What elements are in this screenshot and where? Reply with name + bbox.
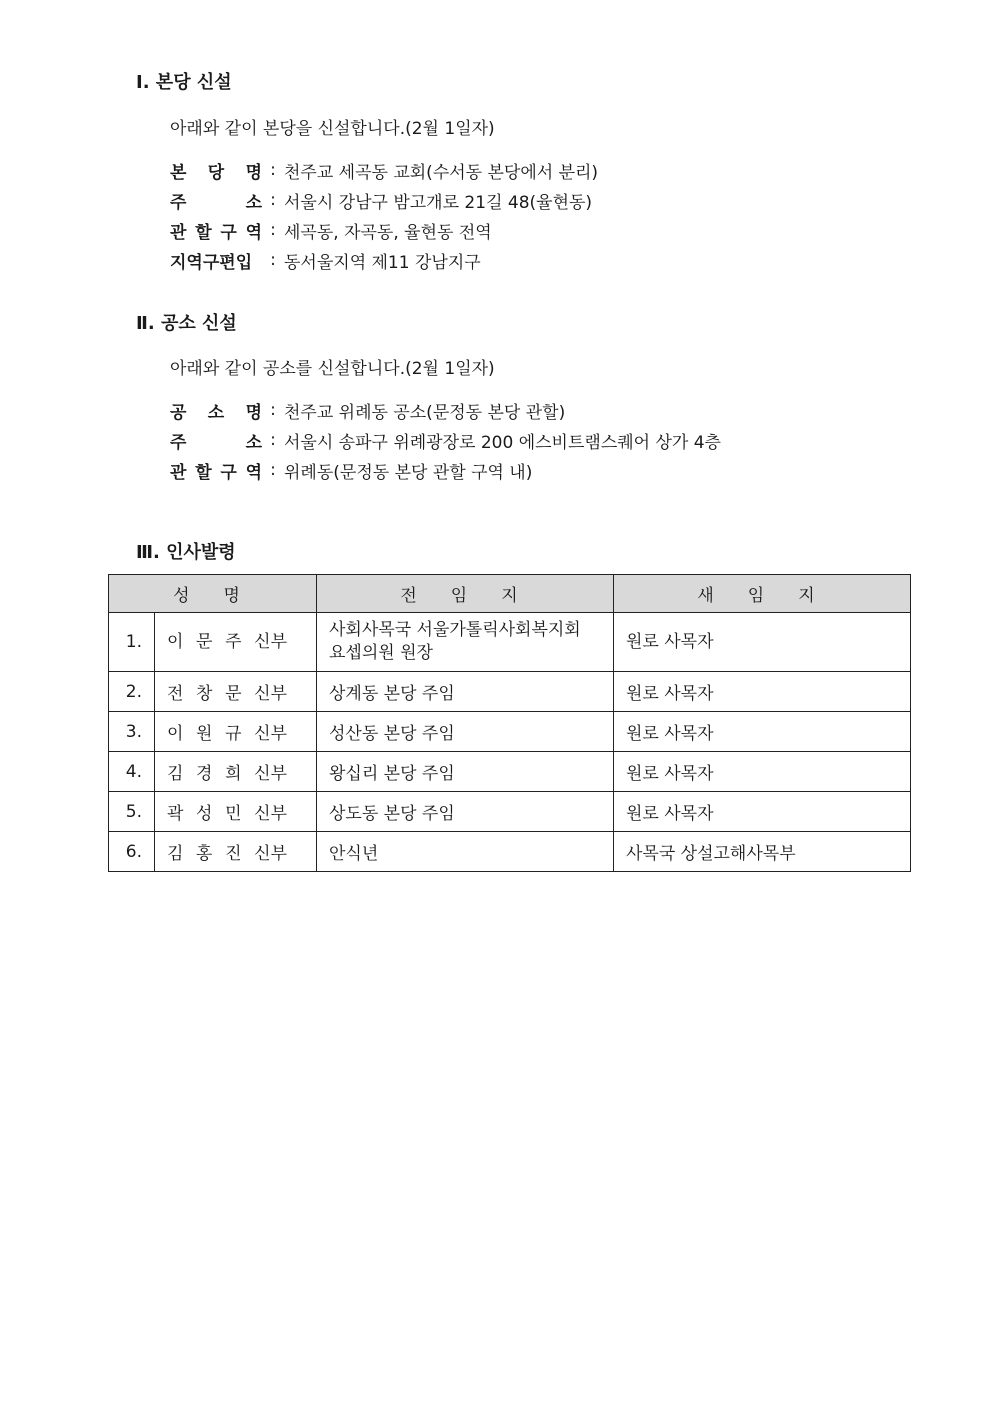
new-post: 사목국 상설고해사목부: [614, 832, 911, 872]
section-title-2: Ⅱ. 공소 신설: [136, 313, 237, 334]
row-number: 1.: [109, 613, 155, 672]
info-label: 공 소 명: [170, 402, 262, 423]
previous-post: 안식년: [317, 832, 614, 872]
header-name: 성명: [109, 575, 317, 613]
person-name: 이 문 주 신부: [155, 613, 317, 672]
previous-post: 사회사목국 서울가톨릭사회복지회 요셉의원 원장: [317, 613, 614, 672]
info-row: 관 할 구 역 : 세곡동, 자곡동, 율현동 전역: [170, 217, 492, 243]
table-row: [109, 613, 911, 672]
info-row: 관 할 구 역 : 위례동(문정동 본당 관할 구역 내): [170, 457, 532, 483]
person-name: 김 경 희 신부: [155, 752, 317, 792]
person-name: 이 원 규 신부: [155, 712, 317, 752]
section-intro-2: 아래와 같이 공소를 신설합니다.(2월 1일자): [170, 359, 495, 379]
info-label: 본 당 명: [170, 162, 262, 183]
info-row: 공 소 명 : 천주교 위례동 공소(문정동 본당 관할): [170, 397, 565, 423]
personnel-table: [108, 574, 911, 872]
section-title-3: Ⅲ. 인사발령: [136, 542, 236, 563]
table-header-row: [109, 575, 911, 613]
header-previous: 전임지: [317, 575, 614, 613]
person-name: 전 창 문 신부: [155, 672, 317, 712]
info-label: 관 할 구 역: [170, 462, 262, 483]
info-value: 천주교 위례동 공소(문정동 본당 관할): [284, 402, 566, 423]
info-label: 주 소: [170, 192, 262, 213]
info-label: 주 소: [170, 432, 262, 453]
row-number: 4.: [109, 752, 155, 792]
row-number: 5.: [109, 792, 155, 832]
new-post: 원로 사목자: [614, 752, 911, 792]
previous-post: 성산동 본당 주임: [317, 712, 614, 752]
row-number: 6.: [109, 832, 155, 872]
header-new: 새임지: [614, 575, 911, 613]
info-row: 주 소 : 서울시 강남구 밤고개로 21길 48(율현동): [170, 187, 592, 213]
new-post: 원로 사목자: [614, 672, 911, 712]
info-value: 서울시 송파구 위례광장로 200 에스비트램스퀘어 상가 4층: [284, 432, 721, 453]
person-name: 김 홍 진 신부: [155, 832, 317, 872]
new-post: 원로 사목자: [614, 712, 911, 752]
previous-post: 상도동 본당 주임: [317, 792, 614, 832]
row-number: 3.: [109, 712, 155, 752]
table-row: [109, 792, 911, 832]
info-label: 지역구편입: [170, 252, 253, 273]
info-value: 천주교 세곡동 교회(수서동 본당에서 분리): [284, 162, 599, 183]
info-value: 동서울지역 제11 강남지구: [284, 252, 481, 273]
info-row: 주 소 : 서울시 송파구 위례광장로 200 에스비트램스퀘어 상가 4층: [170, 427, 721, 453]
previous-post: 상계동 본당 주임: [317, 672, 614, 712]
table-row: [109, 832, 911, 872]
previous-post: 왕십리 본당 주임: [317, 752, 614, 792]
table-row: [109, 712, 911, 752]
info-label: 관 할 구 역: [170, 222, 262, 243]
row-number: 2.: [109, 672, 155, 712]
info-row: 본 당 명 : 천주교 세곡동 교회(수서동 본당에서 분리): [170, 157, 598, 183]
new-post: 원로 사목자: [614, 613, 911, 672]
person-name: 곽 성 민 신부: [155, 792, 317, 832]
table-row: [109, 672, 911, 712]
section-intro-1: 아래와 같이 본당을 신설합니다.(2월 1일자): [170, 119, 495, 139]
info-row: 지역구편입 : 동서울지역 제11 강남지구: [170, 247, 481, 273]
section-title-1: Ⅰ. 본당 신설: [136, 72, 232, 93]
new-post: 원로 사목자: [614, 792, 911, 832]
table-row: [109, 752, 911, 792]
info-value: 세곡동, 자곡동, 율현동 전역: [284, 222, 492, 243]
info-value: 위례동(문정동 본당 관할 구역 내): [284, 462, 533, 483]
info-value: 서울시 강남구 밤고개로 21길 48(율현동): [284, 192, 593, 213]
